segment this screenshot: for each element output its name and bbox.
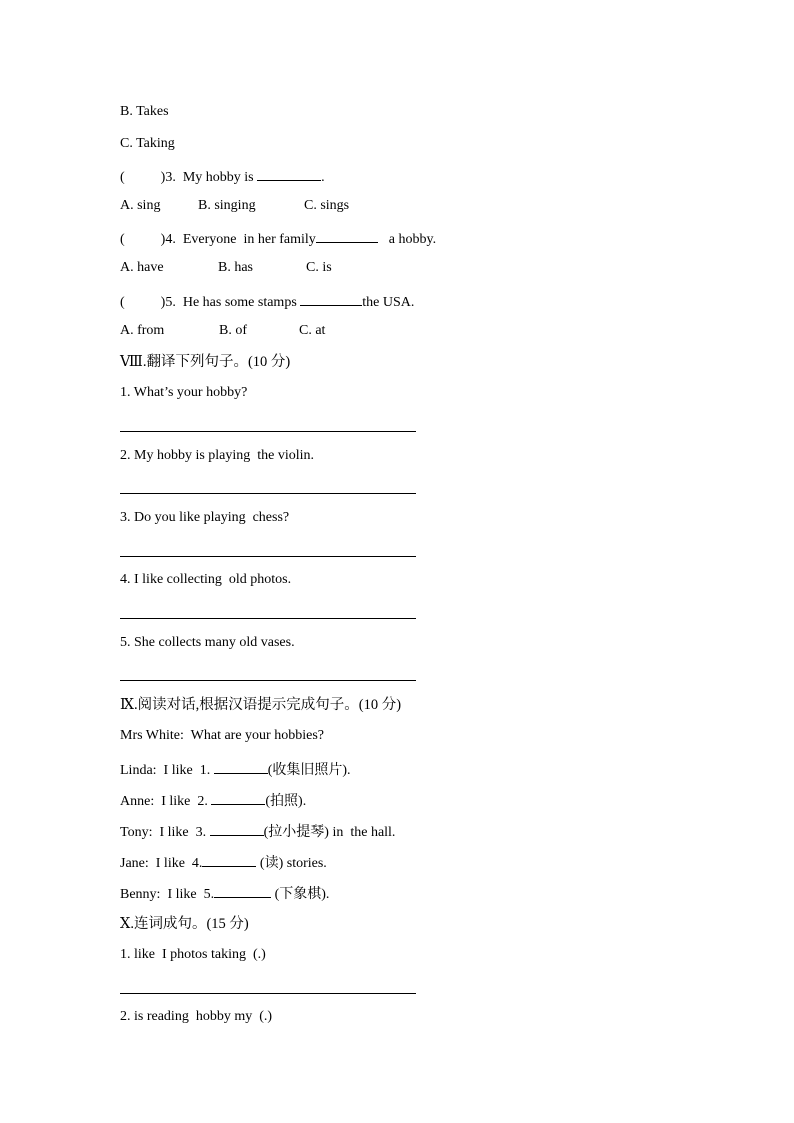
s8-item-5: 5. She collects many old vases.: [120, 635, 295, 650]
benny-blank[interactable]: [214, 883, 271, 898]
s8-answer-line-2[interactable]: [120, 493, 416, 494]
s8-answer-line-5[interactable]: [120, 680, 416, 681]
q5-option-c: C. at: [299, 323, 326, 338]
s10-item-2: 2. is reading hobby my (.): [120, 1009, 273, 1024]
q4-option-a: A. have: [120, 260, 164, 275]
q3-options: [120, 197, 349, 215]
q5-end: the USA.: [362, 295, 415, 310]
q5-options: [120, 322, 325, 340]
dialogue-line-jane: [120, 852, 327, 873]
q3-paren: (: [120, 170, 125, 185]
s8-answer-line-3[interactable]: [120, 556, 416, 557]
s8-item-2: 2. My hobby is playing the violin.: [120, 448, 315, 463]
q3-end: .: [321, 170, 325, 185]
linda-blank[interactable]: [214, 759, 268, 774]
s8-item-1: 1. What’s your hobby?: [120, 385, 248, 400]
jane-hint: (读) stories.: [256, 856, 327, 871]
q4-paren: (: [120, 232, 125, 247]
q4-option-b: B. has: [218, 260, 253, 275]
q5-text: )5. He has some stamps: [160, 295, 297, 310]
s8-answer-line-4[interactable]: [120, 618, 416, 619]
q4-end: a hobby.: [388, 232, 437, 247]
s8-item-4: 4. I like collecting old photos.: [120, 572, 292, 587]
s8-answer-line-1[interactable]: [120, 431, 416, 432]
q3-option-a: A. sing: [120, 198, 161, 213]
dialogue-line-benny: [120, 883, 329, 904]
jane-prompt: Jane: I like 4.: [120, 856, 203, 871]
s10-item-1: 1. like I photos taking (.): [120, 947, 266, 962]
anne-blank[interactable]: [211, 790, 265, 805]
benny-prompt: Benny: I like 5.: [120, 887, 215, 902]
q4-text: )4. Everyone in her family: [160, 232, 316, 247]
dialogue-line-mrs-white: Mrs White: What are your hobbies?: [120, 728, 324, 743]
s10-answer-line-1[interactable]: [120, 993, 416, 994]
section-10-title: Ⅹ.连词成句。(15 分): [120, 916, 249, 932]
q4-blank[interactable]: [316, 228, 378, 243]
q4-options: [120, 259, 332, 277]
q3-option-b: B. singing: [198, 198, 256, 213]
question-4: [120, 228, 436, 249]
question-5: [120, 291, 414, 312]
anne-hint: (拍照).: [265, 794, 307, 809]
section-9-title: Ⅸ.阅读对话,根据汉语提示完成句子。(10 分): [120, 697, 402, 713]
benny-hint: (下象棋).: [271, 887, 330, 902]
dialogue-line-tony: [120, 821, 395, 842]
q5-blank[interactable]: [300, 291, 362, 306]
tony-prompt: Tony: I like 3.: [120, 825, 207, 840]
q2-option-b: B. Takes: [120, 104, 169, 119]
jane-blank[interactable]: [202, 852, 256, 867]
q5-option-a: A. from: [120, 323, 165, 338]
q3-blank[interactable]: [257, 166, 321, 181]
linda-prompt: Linda: I like 1.: [120, 763, 211, 778]
question-3: [120, 166, 325, 187]
dialogue-line-anne: [120, 790, 306, 811]
dialogue-line-linda: [120, 759, 351, 780]
linda-hint: (收集旧照片).: [267, 763, 351, 778]
q4-option-c: C. is: [306, 260, 332, 275]
q3-text: )3. My hobby is: [160, 170, 254, 185]
anne-prompt: Anne: I like 2.: [120, 794, 208, 809]
tony-blank[interactable]: [210, 821, 264, 836]
q5-paren: (: [120, 295, 125, 310]
q5-option-b: B. of: [219, 323, 247, 338]
section-8-title: Ⅷ.翻译下列句子。(10 分): [120, 354, 291, 370]
s8-item-3: 3. Do you like playing chess?: [120, 510, 290, 525]
tony-hint: (拉小提琴) in the hall.: [263, 825, 396, 840]
q2-option-c: C. Taking: [120, 136, 175, 151]
q3-option-c: C. sings: [304, 198, 350, 213]
